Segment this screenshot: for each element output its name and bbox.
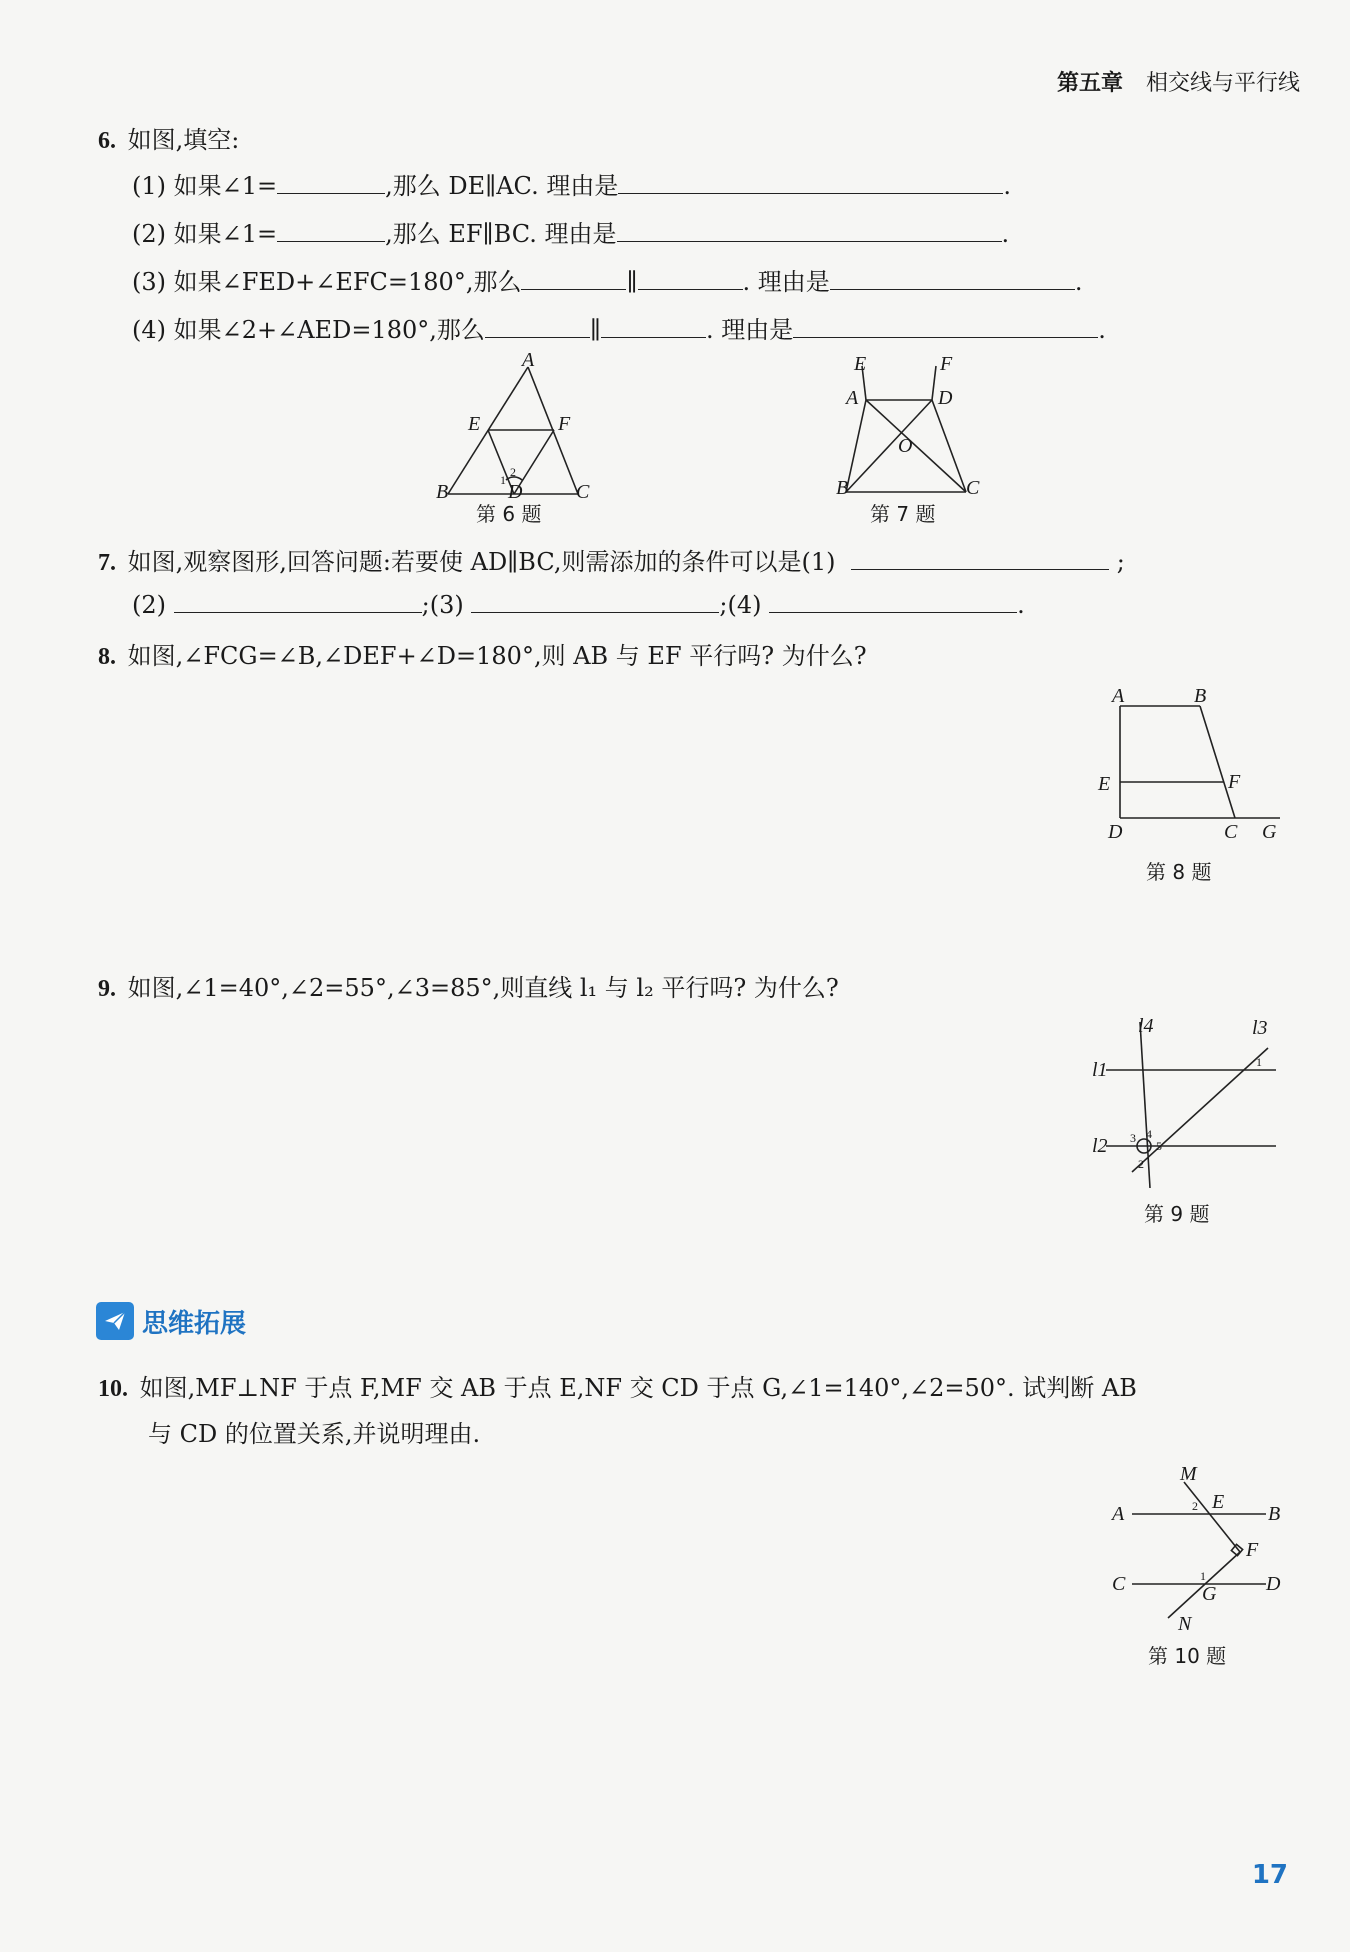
question-6 [98,120,239,155]
angle-2: 2 [1138,1157,1144,1171]
item-text: . [1098,316,1106,344]
figure-7-caption: 第 7 题 [870,502,936,526]
label-o: O [898,435,913,457]
label-a: A [522,352,535,371]
question-text: 如图,观察图形,回答问题:若要使 AD∥BC,则需添加的条件可以是(1) [127,548,836,576]
answer-blank[interactable] [793,315,1098,338]
answer-blank[interactable] [769,590,1017,613]
label-b: B [836,477,849,499]
answer-blank[interactable] [277,219,385,242]
label-l4: l4 [1138,1015,1154,1037]
q6-item-1 [132,166,1011,201]
figure-6-triangle [430,352,600,502]
angle-1: 1 [1256,1055,1262,1069]
angle-5: 5 [1156,1139,1162,1153]
question-text: 如图,∠FCG=∠B,∠DEF+∠D=180°,则 AB 与 EF 平行吗? 为什么? [127,642,867,670]
punctuation: ; [1116,548,1125,576]
figure-10-lines [1106,1456,1306,1636]
figure-6-caption: 第 6 题 [476,502,542,526]
label-n: N [1178,1613,1192,1635]
answer-blank[interactable] [618,171,1003,194]
label-d: D [1266,1573,1281,1595]
question-number: 6. [98,128,116,154]
question-7 [98,542,1125,577]
question-number: 8. [98,644,116,670]
item-text: ,那么 EF∥BC. 理由是 [385,220,617,248]
q6-item-3 [132,262,1082,297]
label-a: A [1112,685,1125,707]
question-text: 如图,MF⊥NF 于点 F,MF 交 AB 于点 E,NF 交 CD 于点 G,∠1=140°,∠2=50°. 试判断 AB [139,1374,1137,1402]
answer-blank[interactable] [617,219,1002,242]
label-c: C [1224,821,1238,843]
question-10 [98,1368,1137,1403]
answer-blank[interactable] [485,315,590,338]
item-text: (3) 如果∠FED+∠EFC=180°,那么 [132,268,522,296]
label-e: E [854,353,867,375]
angle-2: 2 [1192,1499,1198,1513]
angle-4: 4 [1146,1127,1152,1141]
angle-1: 1 [500,473,506,487]
item-text: . 理由是 [705,316,794,344]
label-l3: l3 [1252,1017,1268,1039]
item-text: . 理由是 [742,268,830,296]
item-text: (4) 如果∠2+∠AED=180°,那么 [132,316,485,344]
question-10-line-2: 与 CD 的位置关系,并说明理由. [148,1420,481,1448]
figure-10-caption: 第 10 题 [1148,1644,1227,1668]
label-c: C [576,481,590,502]
label-d: D [508,481,523,502]
chapter-label: 第五章 [1056,71,1123,96]
q6-item-2 [132,214,1009,249]
label-b: B [1268,1503,1281,1525]
item-text: ∥ [589,316,601,344]
item-text: ;(4) [719,591,762,619]
question-text: 如图,填空: [127,126,240,154]
paper-plane-icon [96,1302,134,1340]
item-text: . [1001,220,1010,248]
label-a: A [1112,1503,1125,1525]
answer-blank[interactable] [521,267,626,290]
item-text: . [1017,591,1025,619]
answer-blank[interactable] [851,547,1109,570]
label-g: G [1262,821,1277,843]
label-m: M [1180,1463,1197,1485]
angle-2: 2 [510,465,516,479]
item-text: ∥ [626,268,638,296]
label-d: D [1108,821,1123,843]
answer-blank[interactable] [471,590,719,613]
angle-1: 1 [1200,1569,1206,1583]
label-e: E [1098,773,1111,795]
chapter-title: 相交线与平行线 [1145,71,1300,96]
figure-8-caption: 第 8 题 [1146,860,1212,884]
figure-9-lines [1086,1010,1296,1200]
item-text: ,那么 DE∥AC. 理由是 [385,172,619,200]
section-title: 思维拓展 [142,1308,247,1339]
question-8 [98,636,867,671]
label-b: B [1194,685,1207,707]
label-a: A [846,387,859,409]
label-f: F [1228,771,1241,793]
q6-item-4 [132,310,1106,345]
label-g: G [1202,1583,1217,1605]
figure-7-trapezoid [828,352,998,502]
angle-3: 3 [1130,1131,1136,1145]
item-text: (1) 如果∠1= [132,172,278,200]
label-b: B [436,481,449,502]
answer-blank[interactable] [830,267,1075,290]
answer-blank[interactable] [174,590,422,613]
label-f: F [940,353,953,375]
question-number: 7. [98,550,116,576]
item-text: . [1003,172,1011,200]
label-e: E [1212,1491,1225,1513]
q7-line-2 [132,590,1025,619]
label-f: F [558,413,571,435]
item-text: ;(3) [421,591,464,619]
label-c: C [966,477,980,499]
item-text: (2) 如果∠1= [132,220,278,248]
figure-8-quadrilateral [1090,678,1290,858]
answer-blank[interactable] [601,315,706,338]
question-9 [98,968,839,1003]
label-f: F [1246,1539,1259,1561]
answer-blank[interactable] [277,171,385,194]
label-e: E [468,413,481,435]
page-header [1057,66,1300,97]
label-l2: l2 [1092,1135,1108,1157]
item-text: . [1074,268,1083,296]
label-l1: l1 [1092,1059,1108,1081]
question-number: 10. [98,1376,128,1402]
item-text: (2) [132,591,166,619]
question-text: 如图,∠1=40°,∠2=55°,∠3=85°,则直线 l₁ 与 l₂ 平行吗? 为什么? [127,974,839,1002]
page-number: 17 [1251,1860,1288,1890]
question-number: 9. [98,976,116,1002]
figure-9-caption: 第 9 题 [1144,1202,1210,1226]
label-d: D [938,387,953,409]
answer-blank[interactable] [638,267,743,290]
section-header [96,1302,246,1340]
label-c: C [1112,1573,1126,1595]
